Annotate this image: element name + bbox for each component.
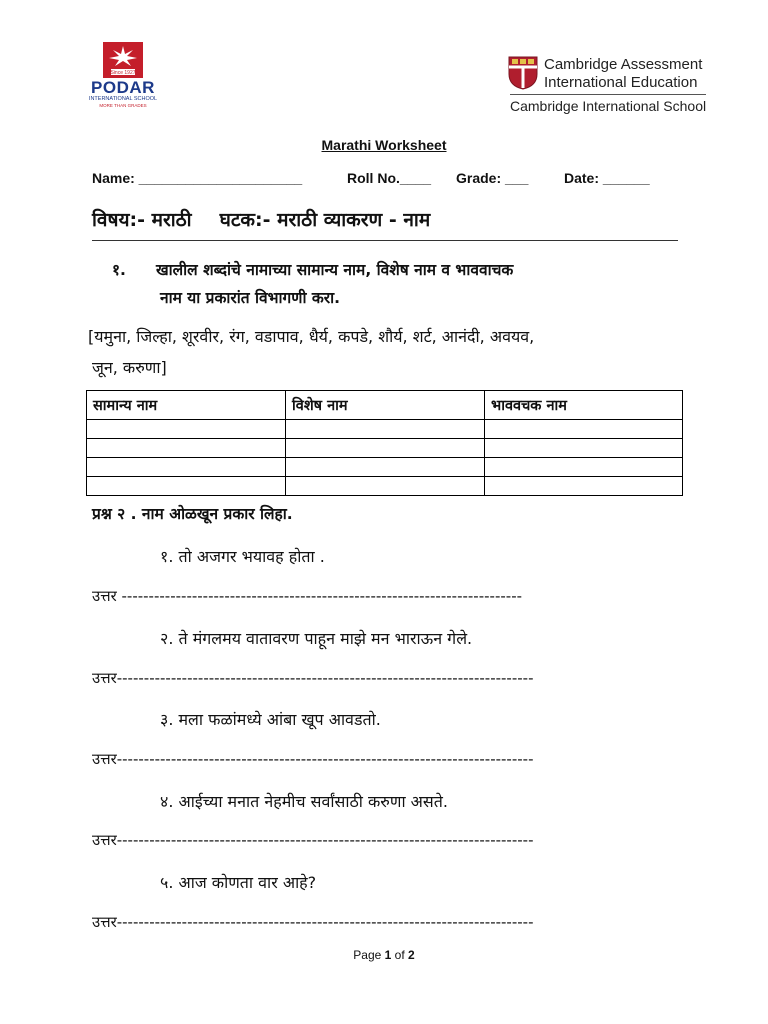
grade-field[interactable]: Grade: ___ [456,170,529,186]
page-footer [0,948,768,962]
table-cell[interactable] [286,439,485,458]
footer-of: of [391,948,409,962]
cambridge-line1: Cambridge Assessment [544,56,703,73]
word-list-line1: [यमुना, जिल्हा, शूरवीर, रंग, वडापाव, धैर्य, कपडे, शौर्य, शर्ट, आनंदी, अवयव, [88,327,535,346]
podar-tagline: MORE THAN GRADES [99,103,147,108]
cambridge-logo [508,54,718,124]
podar-since: Since 1927 [110,70,136,76]
cambridge-school: Cambridge International School [510,98,707,114]
table-cell[interactable] [286,420,485,439]
answer-line-2[interactable]: उत्तर----------------------------------------------------------------------------- [92,669,534,687]
table-cell[interactable] [87,439,286,458]
worksheet-title-text: Marathi Worksheet [321,137,447,153]
cambridge-shield-icon [508,56,538,90]
answer-line-5[interactable]: उत्तर----------------------------------------------------------------------------- [92,913,534,931]
table-cell[interactable] [286,458,485,477]
table-cell[interactable] [485,439,683,458]
table-cell[interactable] [485,420,683,439]
question2-title: प्रश्न २ . नाम ओळखून प्रकार लिहा. [92,505,293,523]
name-field[interactable]: Name: _____________________ [92,170,303,186]
table-cell[interactable] [485,458,683,477]
sentence-3: ३. मला फळांमध्ये आंबा खूप आवडतो. [160,710,381,729]
footer-current-page: 1 [384,948,392,962]
table-cell[interactable] [87,477,286,496]
question1-line2: नाम या प्रकारांत विभागणी करा. [160,289,341,307]
podar-name: PODAR [91,78,155,97]
cambridge-line2: International Education [544,74,698,91]
roll-field[interactable]: Roll No.____ [347,170,432,186]
subject-label: विषय:- मराठी [92,209,192,231]
cambridge-divider [510,94,706,95]
table-row [87,477,683,496]
table-cell[interactable] [286,477,485,496]
worksheet-title [0,137,768,153]
answer-line-3[interactable]: उत्तर----------------------------------------------------------------------------- [92,750,534,768]
table-cell[interactable] [87,420,286,439]
table-row [87,439,683,458]
sentence-4: ४. आईच्या मनात नेहमीच सर्वांसाठी करुणा असते. [160,792,448,811]
subject-line [92,206,430,232]
sentence-1: १. तो अजगर भयावह होता . [160,547,325,566]
table-cell[interactable] [87,458,286,477]
question1-number: १. [112,261,126,279]
podar-logo [80,42,166,124]
answer-line-1[interactable]: उत्तर -------------------------------------------------------------------------- [92,587,523,605]
podar-emblem-icon [103,42,143,78]
date-field[interactable]: Date: ______ [564,170,650,186]
table-cell[interactable] [485,477,683,496]
footer-total-pages: 2 [408,948,415,962]
question1-line1 [112,258,513,280]
sentence-2: २. ते मंगलमय वातावरण पाहून माझे मन भाराऊन गेले. [160,629,473,648]
unit-label: घटक:- मराठी व्याकरण - नाम [219,209,431,231]
podar-subtitle: INTERNATIONAL SCHOOL [88,96,158,102]
noun-type-table [86,390,683,496]
question1-text1: खालील शब्दांचे नामाच्या सामान्य नाम, विशेष नाम व भाववाचक [155,261,514,279]
table-header-common: सामान्य नाम [87,391,286,420]
table-row [87,458,683,477]
table-header-abstract: भाववचक नाम [485,391,683,420]
answer-line-4[interactable]: उत्तर----------------------------------------------------------------------------- [92,831,534,849]
sentence-5: ५. आज कोणता वार आहे? [160,873,317,892]
table-header-row [87,391,683,420]
footer-prefix: Page [353,948,385,962]
divider-line [92,240,678,241]
table-row [87,420,683,439]
table-header-proper: विशेष नाम [286,391,485,420]
word-list-line2: जून, करुणा] [92,358,167,377]
